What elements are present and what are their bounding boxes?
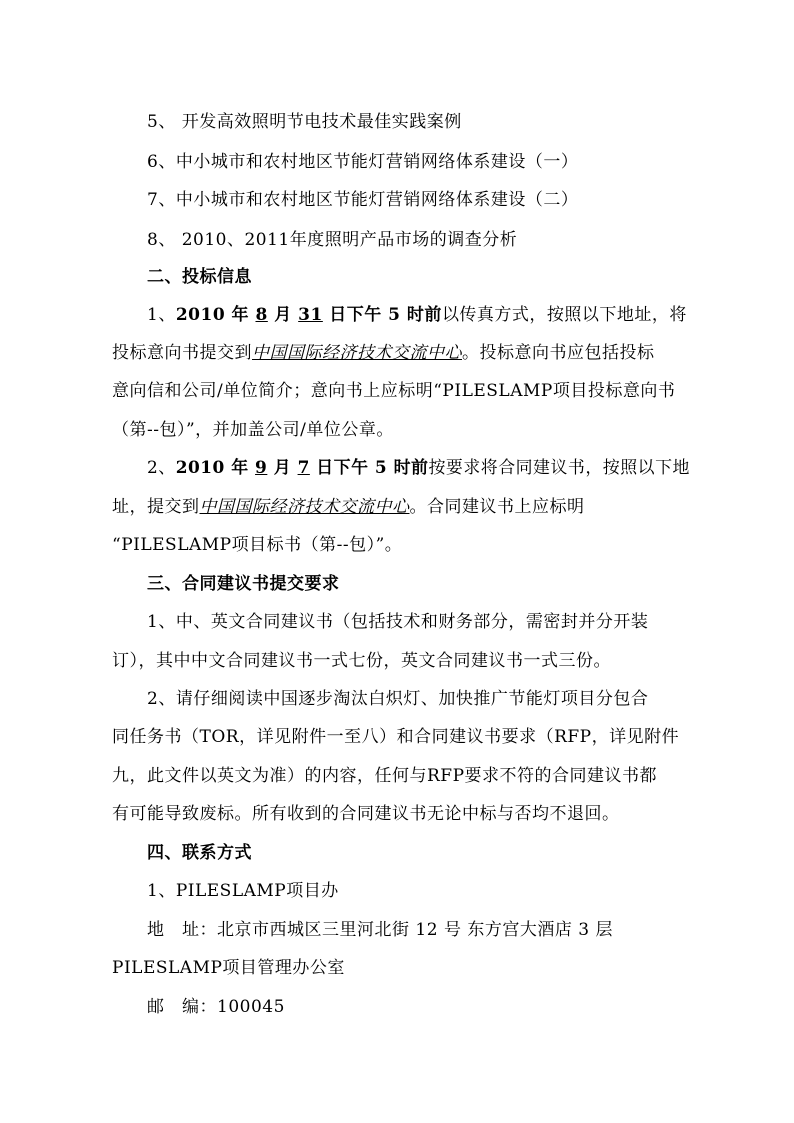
list-item-8: 8、 2010、2011年度照明产品市场的调查分析	[147, 230, 518, 250]
bid-para-2-date-year: 2010 年	[175, 458, 256, 478]
postcode-value: 100045	[217, 997, 285, 1017]
section-heading-contact: 四、联系方式	[147, 843, 252, 863]
bid-para-2-deadline-time: 日下午 5 时前	[309, 458, 429, 478]
bid-para-1-submit-to: 投标意向书提交到	[112, 343, 252, 363]
list-item-5: 5、 开发高效照明节电技术最佳实践案例	[147, 112, 462, 132]
bid-para-2-day: 7	[297, 458, 310, 478]
contact-address-cont: PILESLAMP项目管理办公室	[112, 958, 345, 978]
bid-para-1-number: 1、	[147, 305, 176, 325]
list-item-6: 6、中小城市和农村地区节能灯营销网络体系建设（一）	[147, 152, 579, 172]
address-label: 地 址：	[147, 920, 217, 940]
bid-para-2-line-2	[112, 495, 585, 519]
bid-para-2-month: 9	[255, 458, 268, 478]
contact-office-name: 1、PILESLAMP项目办	[147, 881, 339, 901]
bid-para-1-date-year: 2010 年	[175, 305, 256, 325]
bid-para-2-submit-to: 址，提交到	[112, 497, 200, 517]
address-value: 北京市西城区三里河北街 12 号 东方宫大酒店 3 层	[217, 920, 613, 940]
bid-para-2-text: 按要求将合同建议书，按照以下地	[428, 458, 690, 478]
bid-para-2-text-cont: 。合同建议书上应标明	[409, 497, 585, 517]
bid-para-2-line-3: “PILESLAMP项目标书（第--包）”。	[112, 535, 403, 555]
postcode-label: 邮 编：	[147, 997, 217, 1017]
proposal-para-1-line-2: 订），其中中文合同建议书一式七份，英文合同建议书一式三份。	[112, 651, 611, 671]
bid-para-1-text-cont: 。投标意向书应包括投标	[462, 343, 655, 363]
bid-para-2-line-1	[147, 456, 690, 480]
contact-postcode-line	[147, 995, 285, 1019]
bid-para-1-line-3: 意向信和公司/单位简介；意向书上应标明“PILESLAMP项目投标意向书	[112, 381, 676, 401]
proposal-para-2-line-3: 九，此文件以英文为准）的内容，任何与RFP要求不符的合同建议书都	[112, 766, 658, 786]
bid-para-1-month: 8	[255, 305, 268, 325]
proposal-para-2-line-4: 有可能导致废标。所有收到的合同建议书无论中标与否均不退回。	[112, 804, 620, 824]
bid-para-1-line-1	[147, 303, 687, 327]
bid-para-1-date-month-label: 月	[267, 305, 299, 325]
organization-name-link: 中国国际经济技术交流中心	[252, 343, 462, 363]
list-item-7: 7、中小城市和农村地区节能灯营销网络体系建设（二）	[147, 190, 579, 210]
organization-name-link-2: 中国国际经济技术交流中心	[199, 497, 410, 517]
section-heading-bid-info: 二、投标信息	[147, 267, 252, 287]
proposal-para-2-line-2: 同任务书（TOR，详见附件一至八）和合同建议书要求（RFP，详见附件	[112, 727, 680, 747]
bid-para-2-number: 2、	[147, 458, 176, 478]
contact-address-line	[147, 918, 613, 942]
proposal-para-1-line-1: 1、中、英文合同建议书（包括技术和财务部分，需密封并分开装	[147, 612, 649, 632]
section-heading-proposal-requirements: 三、合同建议书提交要求	[147, 574, 340, 594]
bid-para-1-text: 以传真方式，按照以下地址，将	[441, 305, 687, 325]
bid-para-2-date-month-label: 月	[267, 458, 298, 478]
bid-para-1-deadline-time: 日下午 5 时前	[322, 305, 442, 325]
bid-para-1-day: 31	[298, 305, 323, 325]
bid-para-1-line-2	[112, 341, 655, 365]
bid-para-1-line-4: （第--包）”，并加盖公司/单位公章。	[112, 420, 394, 440]
proposal-para-2-line-1: 2、请仔细阅读中国逐步淘汰白炽灯、加快推广节能灯项目分包合	[147, 689, 649, 709]
